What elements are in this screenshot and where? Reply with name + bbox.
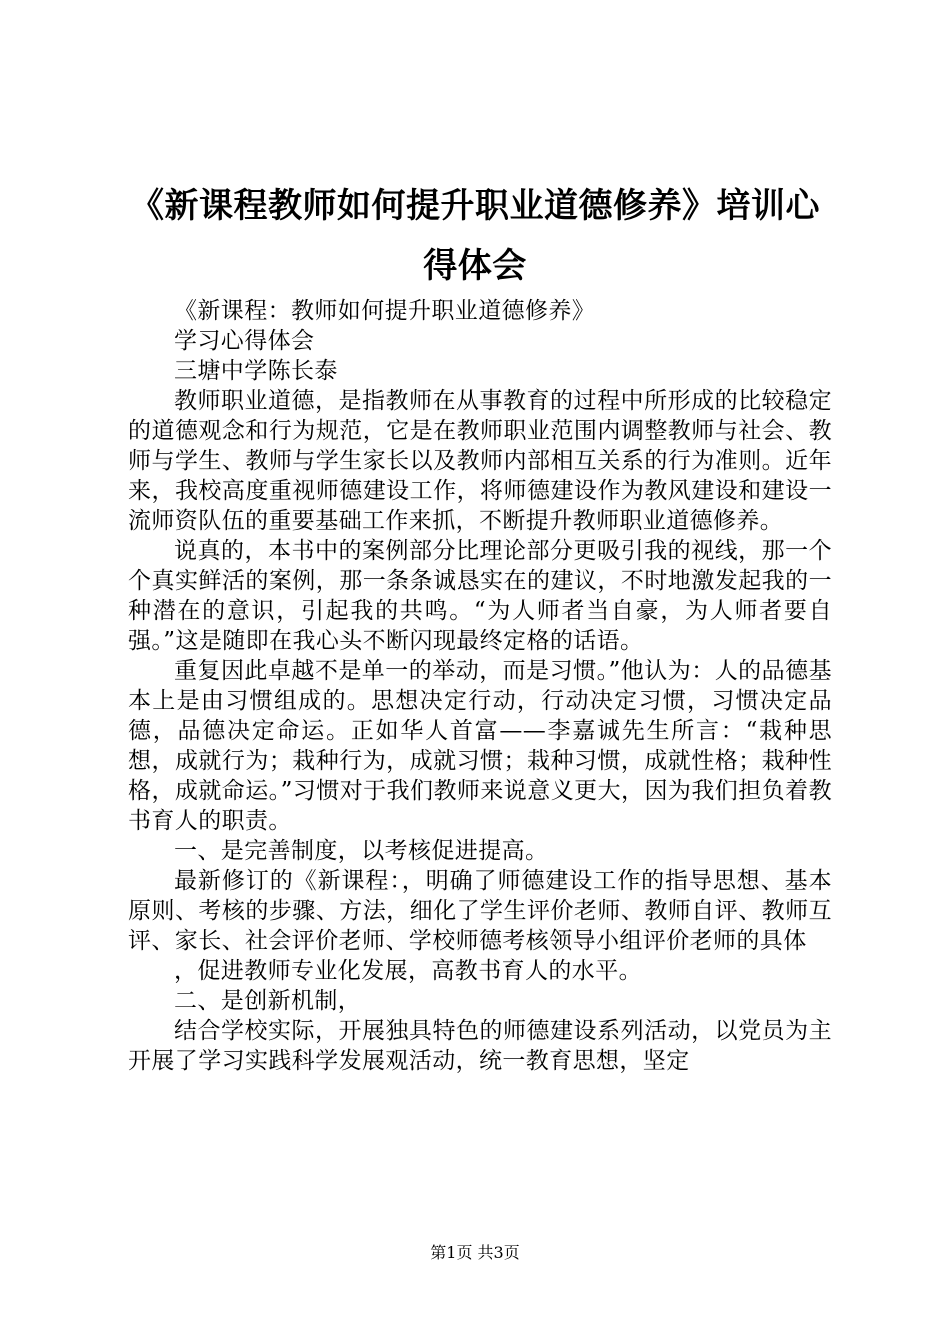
paragraph-subtitle: 学习心得体会: [174, 328, 315, 354]
document-body: [128, 296, 832, 1076]
paragraph-cases: 说真的，本书中的案例部分比理论部分更吸引我的视线，那一个个真实鲜活的案例，那一条条诚恳实在的建议，不时地激发起我的一种潜在的意识，引起我的共鸣。“为人师者当自豪，为人师者要自强。”这是随即在我心头不断闪现最终定格的话语。: [128, 538, 832, 654]
page-footer: 第1页 共3页: [430, 1243, 520, 1262]
paragraph-book-title: 《新课程：教师如何提升职业道德修养》: [174, 298, 596, 324]
paragraph-activities: 结合学校实际，开展独具特色的师德建设系列活动，以党员为主开展了学习实践科学发展观活动，统一教育思想，坚定: [128, 1018, 832, 1074]
paragraph-revision: 最新修订的《新课程：，明确了师德建设工作的指导思想、基本原则、考核的步骤、方法，细化了学生评价老师、教师自评、教师互评、家长、社会评价老师、学校师德考核领导小组评价老师的具体: [128, 868, 832, 954]
paragraph-section-two: 二、是创新机制，: [174, 988, 362, 1014]
paragraph-author: 三塘中学陈长泰: [174, 358, 338, 384]
document-title: 《新课程教师如何提升职业道德修养》培训心得体会: [130, 186, 820, 286]
paragraph-section-one: 一、是完善制度，以考核促进提高。: [174, 838, 549, 864]
paragraph-development: ，促进教师专业化发展，高教书育人的水平。: [174, 958, 642, 984]
paragraph-habits: 重复因此卓越不是单一的举动，而是习惯。”他认为：人的品德基本上是由习惯组成的。思想决定行动，行动决定习惯，习惯决定品德，品德决定命运。正如华人首富——李嘉诚先生所言：“栽种思想，成就行为；栽种行为，成就习惯；栽种习惯，成就性格；栽种性格，成就命运。”习惯对于我们教师来说意义更大，因为我们担负着教书育人的职责。: [128, 658, 832, 834]
paragraph-definition: 教师职业道德，是指教师在从事教育的过程中所形成的比较稳定的道德观念和行为规范，它是在教师职业范围内调整教师与社会、教师与学生、教师与学生家长以及教师内部相互关系的行为准则。近年来，我校高度重视师德建设工作，将师德建设作为教风建设和建设一流师资队伍的重要基础工作来抓，不断提升教师职业道德修养。: [128, 388, 832, 534]
